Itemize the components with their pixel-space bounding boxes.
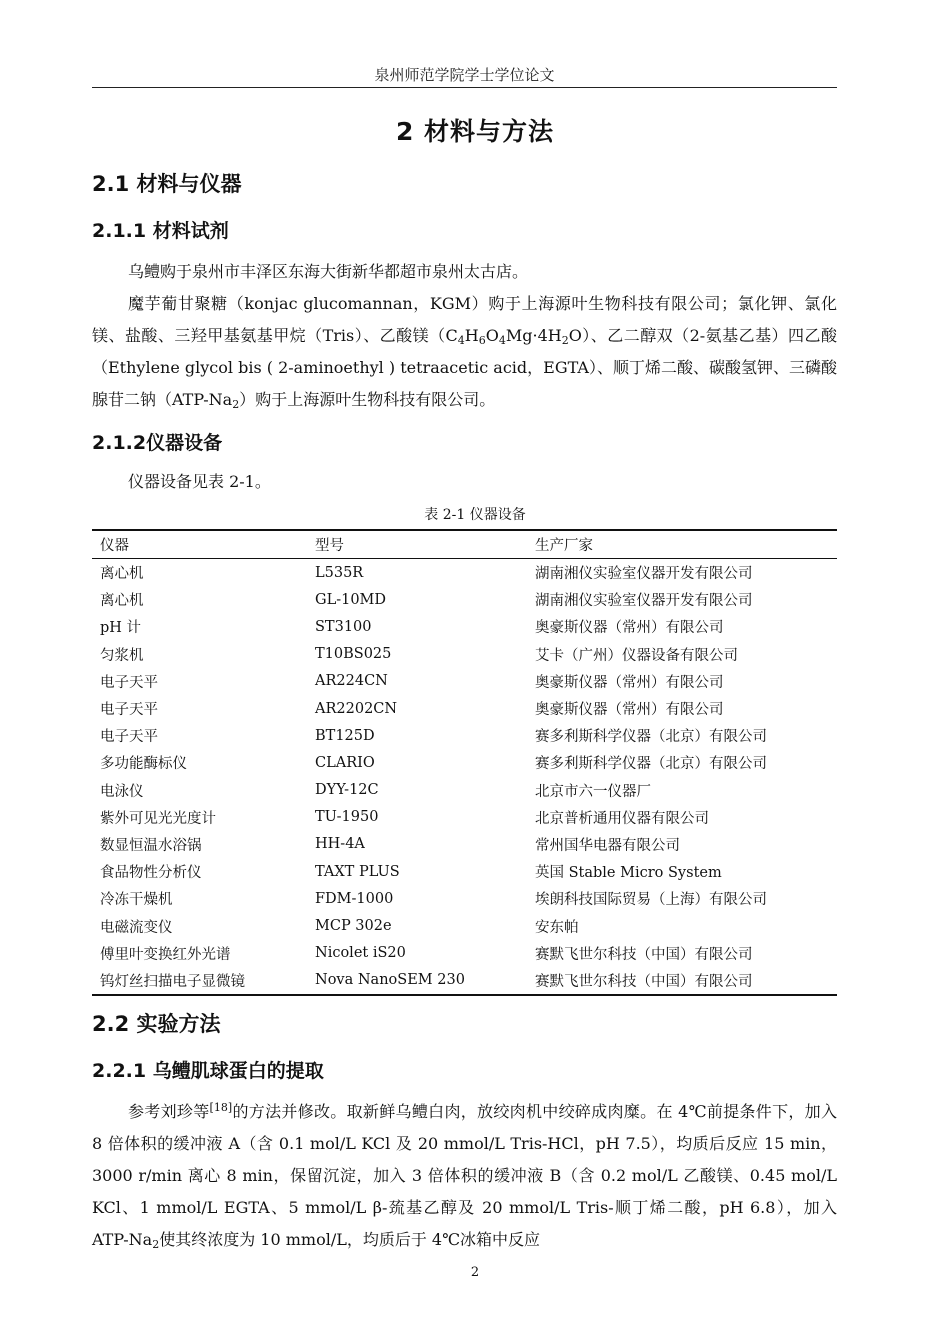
table-row (92, 885, 837, 912)
table-row (92, 586, 837, 613)
cell-manufacturer: 奥豪斯仪器（常州）有限公司 (535, 674, 724, 691)
reagents-text: 魔芋葡甘聚糖（konjac glucomannan，KGM）购于上海源叶生物科技有限公司；氯化钾、氯化镁、盐酸、三羟甲基氨基甲烷（Tris）、乙酸镁（C (92, 294, 837, 345)
cell-model: L535R (315, 564, 364, 581)
cell-model: CLARIO (315, 754, 375, 771)
cell-manufacturer: 常州国华电器有限公司 (535, 837, 680, 854)
cell-model: Nova NanoSEM 230 (315, 972, 465, 989)
table-row (92, 967, 837, 995)
cell-model: MCP 302e (315, 918, 392, 935)
page-number: 2 (470, 1265, 480, 1280)
cell-instrument: 离心机 (100, 566, 144, 583)
paragraph-fish-source: 乌鳢购于泉州市丰泽区东海大街新华都超市泉州太古店。 (128, 262, 529, 281)
method-text: 参考刘珍等 (128, 1102, 210, 1121)
table-row (92, 559, 837, 587)
table-row (92, 912, 837, 939)
cell-model: AR224CN (315, 673, 388, 690)
section-heading-2-1: 2.1 材料与仪器 (92, 172, 242, 196)
cell-instrument: 电子天平 (100, 674, 158, 691)
cell-instrument: 冷冻干燥机 (100, 892, 173, 909)
cell-model: GL-10MD (315, 591, 387, 608)
paragraph-equipment-ref: 仪器设备见表 2-1。 (128, 472, 271, 491)
cell-manufacturer: 赛多利斯科学仪器（北京）有限公司 (535, 756, 767, 773)
cell-manufacturer: 赛默飞世尔科技（中国）有限公司 (535, 973, 753, 990)
subscript: 2 (232, 398, 240, 411)
column-header-model: 型号 (315, 538, 344, 554)
table-row (92, 695, 837, 722)
subscript: 2 (561, 334, 569, 347)
reagents-text: ）购于上海源叶生物科技有限公司。 (239, 390, 496, 409)
paragraph-reagents (92, 288, 837, 416)
cell-instrument: 食品物性分析仪 (100, 865, 202, 882)
method-text: 使其终浓度为 10 mmol/L，均质后于 4℃冰箱中反应 (159, 1230, 540, 1249)
cell-instrument: 电泳仪 (100, 783, 144, 800)
cell-model: Nicolet iS20 (315, 945, 406, 962)
table-row (92, 641, 837, 668)
reagents-text: H (464, 326, 479, 345)
cell-instrument: 傅里叶变换红外光谱 (100, 946, 231, 963)
header-rule (92, 87, 837, 88)
table-row (92, 749, 837, 776)
column-header-manufacturer: 生产厂家 (535, 538, 593, 554)
cell-instrument: 数显恒温水浴锅 (100, 837, 202, 854)
cell-model: FDM-1000 (315, 890, 394, 907)
method-text: 的方法并修改。取新鲜乌鳢白肉，放绞肉机中绞碎成肉糜。在 4℃前提条件下，加入 8 倍体积的缓冲液 A（含 0.1 mol/L KCl 及 20 mmol/L Tris-HCl，pH 7.5），均质后反应 15 min，3000 r/min 离心 8 min，保留沉淀，加入 3 倍体积的缓冲液 B（含 0.2 mol/L 乙酸镁、0.45 mol/L KCl、1 mmol/L EGTA、5 mmol/L β-巯基乙醇及 20 mmol/L Tris-顺丁烯二酸，pH 6.8），加入 ATP-Na (92, 1102, 837, 1249)
cell-instrument: pH 计 (100, 620, 142, 637)
reagents-text: O）、乙二醇双（2-氨基乙基）四乙酸（Ethylene glycol bis ( 2-aminoethyl ) tetraacetic acid，EGTA）、顺丁烯二酸、碳酸氢钾、三磷酸腺苷二钠（ATP-Na (92, 326, 837, 409)
subscript: 6 (478, 334, 486, 347)
section-heading-2-2: 2.2 实验方法 (92, 1012, 221, 1036)
table-row (92, 858, 837, 885)
table-row (92, 804, 837, 831)
cell-manufacturer: 赛默飞世尔科技（中国）有限公司 (535, 946, 753, 963)
table-row (92, 777, 837, 804)
cell-manufacturer: 北京市六一仪器厂 (535, 783, 651, 800)
subsection-heading-2-2-1: 2.2.1 乌鳢肌球蛋白的提取 (92, 1060, 324, 1082)
cell-instrument: 多功能酶标仪 (100, 756, 187, 773)
cell-instrument: 钨灯丝扫描电子显微镜 (100, 973, 245, 990)
cell-model: BT125D (315, 727, 375, 744)
table-row (92, 613, 837, 640)
chapter-title: 2 材料与方法 (395, 117, 555, 146)
table-row (92, 940, 837, 967)
cell-model: TU-1950 (315, 809, 379, 826)
table-row (92, 831, 837, 858)
cell-instrument: 电磁流变仪 (100, 919, 173, 936)
cell-model: TAXT PLUS (315, 863, 400, 880)
cell-manufacturer: 艾卡（广州）仪器设备有限公司 (535, 647, 738, 664)
cell-manufacturer: 奥豪斯仪器（常州）有限公司 (535, 620, 724, 637)
subsection-heading-2-1-1: 2.1.1 材料试剂 (92, 220, 229, 242)
cell-model: DYY-12C (315, 782, 379, 799)
citation-ref: [18] (209, 1101, 233, 1114)
table-row (92, 668, 837, 695)
cell-manufacturer: 埃朗科技国际贸易（上海）有限公司 (535, 892, 767, 909)
column-header-instrument: 仪器 (100, 538, 129, 554)
cell-manufacturer: 英国 Stable Micro System (535, 865, 722, 882)
subscript: 4 (498, 334, 506, 347)
cell-instrument: 匀浆机 (100, 647, 144, 664)
cell-model: T10BS025 (315, 646, 392, 663)
table-header-row (92, 530, 837, 559)
cell-manufacturer: 北京普析通用仪器有限公司 (535, 810, 709, 827)
cell-model: ST3100 (315, 618, 372, 635)
cell-instrument: 电子天平 (100, 702, 158, 719)
cell-manufacturer: 安东帕 (535, 919, 579, 936)
cell-manufacturer: 湖南湘仪实验室仪器开发有限公司 (535, 566, 753, 583)
cell-model: AR2202CN (315, 700, 398, 717)
subscript: 2 (152, 1238, 160, 1251)
table-row (92, 722, 837, 749)
cell-manufacturer: 赛多利斯科学仪器（北京）有限公司 (535, 729, 767, 746)
running-header: 泉州师范学院学士学位论文 (374, 66, 555, 84)
cell-manufacturer: 湖南湘仪实验室仪器开发有限公司 (535, 593, 753, 610)
reagents-text: O (485, 326, 499, 345)
table-caption: 表 2-1 仪器设备 (424, 507, 526, 523)
reagents-text: Mg·4H (505, 326, 562, 345)
cell-manufacturer: 奥豪斯仪器（常州）有限公司 (535, 702, 724, 719)
subsection-heading-2-1-2: 2.1.2仪器设备 (92, 432, 223, 454)
cell-instrument: 离心机 (100, 593, 144, 610)
cell-model: HH-4A (315, 836, 365, 853)
cell-instrument: 紫外可见光光度计 (100, 810, 216, 827)
paragraph-myosin-extraction (92, 1096, 837, 1256)
subscript: 4 (457, 334, 465, 347)
instrument-table (92, 529, 837, 996)
cell-instrument: 电子天平 (100, 729, 158, 746)
